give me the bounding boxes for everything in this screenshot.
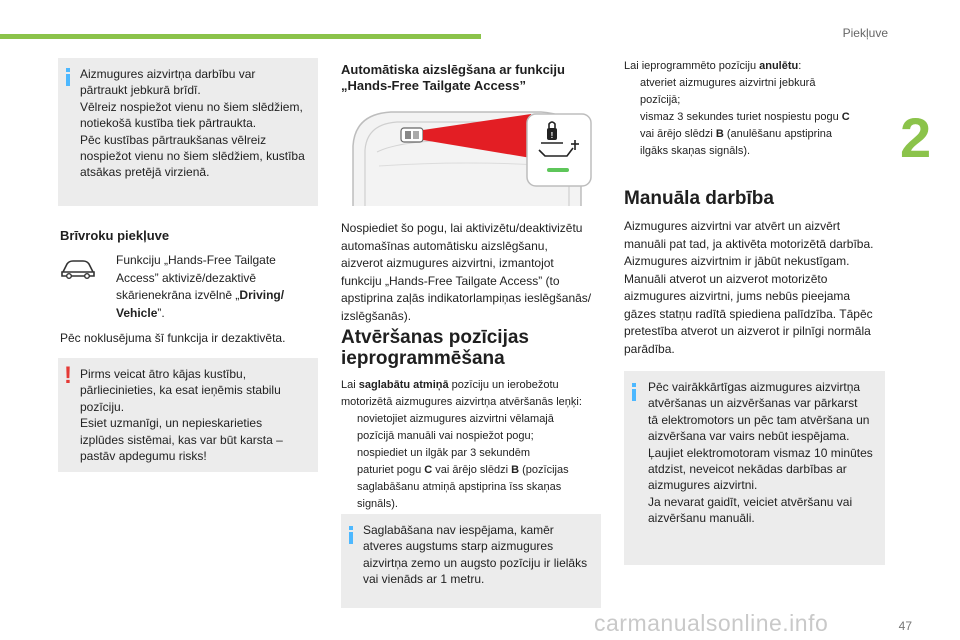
text-line: apstiprina zaļās indikatorlampiņas ieslēgšanās/ bbox=[341, 291, 592, 305]
manual-title: Manuāla darbība bbox=[624, 188, 774, 209]
info-icon bbox=[349, 526, 353, 546]
text-line: Aizmugures aizvirtņa darbību var bbox=[80, 67, 256, 81]
text-line: pastāv apdegumu risks! bbox=[80, 449, 207, 464]
handsfree-title: Brīvroku piekļuve bbox=[60, 228, 170, 243]
default-note: Pēc noklusējuma šī funkcija ir dezaktivēta. bbox=[60, 331, 286, 345]
handsfree-text bbox=[116, 252, 316, 322]
text-line: aizmugures aizvirtni. bbox=[648, 478, 758, 493]
text-line: pretestība atverot un aizverot ir pilnīgi normāla bbox=[624, 324, 871, 338]
text-line: aizvēršana var vairs nebūt iespējama. bbox=[648, 429, 850, 444]
title-line: „Hands-Free Tailgate Access” bbox=[341, 78, 526, 93]
list-item: novietojiet aizmugures aizvirtni vēlamajā pozīcijā manuāli vai nospiežot pogu; bbox=[357, 413, 554, 442]
text-line: funkciju „Hands-Free Tailgate Access” (to bbox=[341, 273, 560, 288]
text-line: izslēgšanās). bbox=[341, 308, 412, 323]
title-line: Automātiska aizslēgšana ar funkciju bbox=[341, 62, 565, 77]
text-line: notiekošā kustība tiek pārtraukta. bbox=[80, 116, 257, 131]
cancel-instructions bbox=[624, 58, 888, 160]
text-line: Aizmugures aizvirtnim ir jābūt nekustīgam. bbox=[624, 254, 850, 268]
text-line: Aizmugures aizvirtni var atvērt un aizvērt bbox=[624, 219, 841, 233]
text-line: nospiežot vienu no šiem slēdžiem, kustība bbox=[80, 149, 305, 164]
text-line: aizmugures aizvirtni, jums nebūs pieejama bbox=[624, 289, 851, 303]
text-line: Nospiediet šo pogu, lai aktivizētu/deaktivizētu bbox=[341, 221, 583, 235]
text-line: manuāli pat tad, ja aktivēta motorizētā darbība. bbox=[624, 236, 874, 251]
chapter-number: 2 bbox=[900, 106, 932, 169]
page-number: 47 bbox=[898, 619, 912, 633]
list-item: vismaz 3 sekundes turiet nospiestu pogu C vai ārējo slēdzi B (anulēšanu apstiprina ilgāks skaņas signāls). bbox=[640, 111, 850, 157]
text-line: Vehicle”. bbox=[116, 305, 165, 320]
list-item: atveriet aizmugures aizvirtni jebkurā pozīcijā; bbox=[640, 77, 816, 106]
watermark: carmanualsonline.info bbox=[594, 610, 829, 636]
section-title: Piekļuve bbox=[842, 26, 888, 40]
text-line: atvēršanas un aizvēršanas var pārkarst bbox=[648, 396, 858, 411]
text-line: atveres augstums starp aizmugures bbox=[363, 539, 554, 554]
info-box-overheat bbox=[624, 371, 885, 565]
info-box-saving bbox=[341, 514, 601, 608]
text-line: aizverot aizmugures aizvirtni, izmantojot bbox=[341, 256, 554, 270]
text-line: aizvirtņa zemo un augsto pozīciju ir lielāks bbox=[363, 555, 588, 570]
text-line: atdzist, neveicot nekādas darbības ar bbox=[648, 462, 847, 477]
text-line: Pēc vairākkārtīgas aizmugures aizvirtņa bbox=[648, 380, 861, 394]
text-line: Vēlreiz nospiežot vienu no šiem slēdžiem, bbox=[80, 99, 303, 114]
auto-lock-title bbox=[341, 62, 609, 94]
text-line: Esiet uzmanīgi, un nepieskarieties bbox=[80, 416, 263, 431]
menu-path: Vehicle bbox=[116, 305, 158, 320]
text-line: Funkciju „Hands-Free Tailgate bbox=[116, 253, 276, 267]
text-line: Access” aktivizē/dezaktivē bbox=[116, 270, 257, 285]
save-instructions bbox=[341, 377, 609, 513]
text-line: skārienekrāna izvēlnē „Driving/ bbox=[116, 288, 285, 302]
text-line: pārliecinieties, ka esat ieņēmis stabilu bbox=[80, 383, 281, 398]
text-line: Ja nevarat gaidīt, veiciet atvēršanu vai bbox=[648, 494, 853, 509]
text-line: aizvēršanu manuāli. bbox=[648, 511, 755, 526]
info-box-text bbox=[363, 522, 599, 588]
info-icon bbox=[632, 383, 636, 403]
text-line: vai vienāds ar 1 metru. bbox=[363, 572, 485, 587]
text-line: Lai saglabātu atmiņā pozīciju un ierobežotu bbox=[341, 379, 559, 391]
warning-icon: ! bbox=[64, 362, 72, 389]
header-accent-bar bbox=[0, 34, 481, 39]
text-line: parādība. bbox=[624, 341, 675, 356]
text-line: Pirms veicat ātro kājas kustību, bbox=[80, 367, 247, 381]
text-line: Pēc kustības pārtraukšanas vēlreiz bbox=[80, 132, 267, 147]
text-line: motorizētā aizmugures aizvirtņa atvēršanās leņķi: bbox=[341, 396, 582, 408]
text-line: Saglabāšana nav iespējama, kamēr bbox=[363, 523, 554, 537]
text-line: pozīciju. bbox=[80, 399, 125, 414]
info-box-text bbox=[80, 66, 316, 181]
info-box-text bbox=[648, 379, 884, 527]
text-line: automašīnas automātisku aizslēgšanu, bbox=[341, 238, 548, 253]
list-item: nospiediet un ilgāk par 3 sekundēm paturiet pogu C vai ārējo slēdzi B (pozīcijas saglabāšanu atmiņā apstiprina īss skaņas signāls). bbox=[357, 447, 569, 510]
text-line: pārtraukt jebkurā brīdī. bbox=[80, 83, 201, 98]
text-line: gāzes statņu radītā spiediena palīdzība. Tāpēc bbox=[624, 306, 873, 321]
info-icon bbox=[66, 68, 70, 88]
title-line: ieprogrammēšana bbox=[341, 348, 505, 369]
text-line: izplūdes sistēmai, kas var būt karsta – bbox=[80, 432, 283, 447]
menu-path: Driving/ bbox=[239, 288, 285, 302]
car-outline-icon bbox=[60, 258, 96, 280]
warning-box bbox=[58, 358, 318, 472]
positions-title bbox=[341, 327, 529, 369]
text-line: atsākas pretējā virzienā. bbox=[80, 165, 210, 180]
text-line: Ļaujiet elektromotoram vismaz 10 minūtes bbox=[648, 445, 873, 460]
manual-text bbox=[624, 218, 888, 358]
title-line: Atvēršanas pozīcijas bbox=[341, 327, 529, 348]
text-line: Manuāli atverot un aizverot motorizēto bbox=[624, 271, 828, 286]
tailgate-illustration bbox=[341, 106, 601, 206]
text-line: Lai ieprogrammēto pozīciju anulētu: bbox=[624, 60, 802, 72]
warning-box-text bbox=[80, 366, 316, 464]
svg-text:!: ! bbox=[550, 131, 554, 140]
text-line: tā elektromotors un pēc tam atvēršana un bbox=[648, 412, 870, 427]
info-box-interrupt bbox=[58, 58, 318, 206]
auto-lock-text bbox=[341, 220, 609, 325]
